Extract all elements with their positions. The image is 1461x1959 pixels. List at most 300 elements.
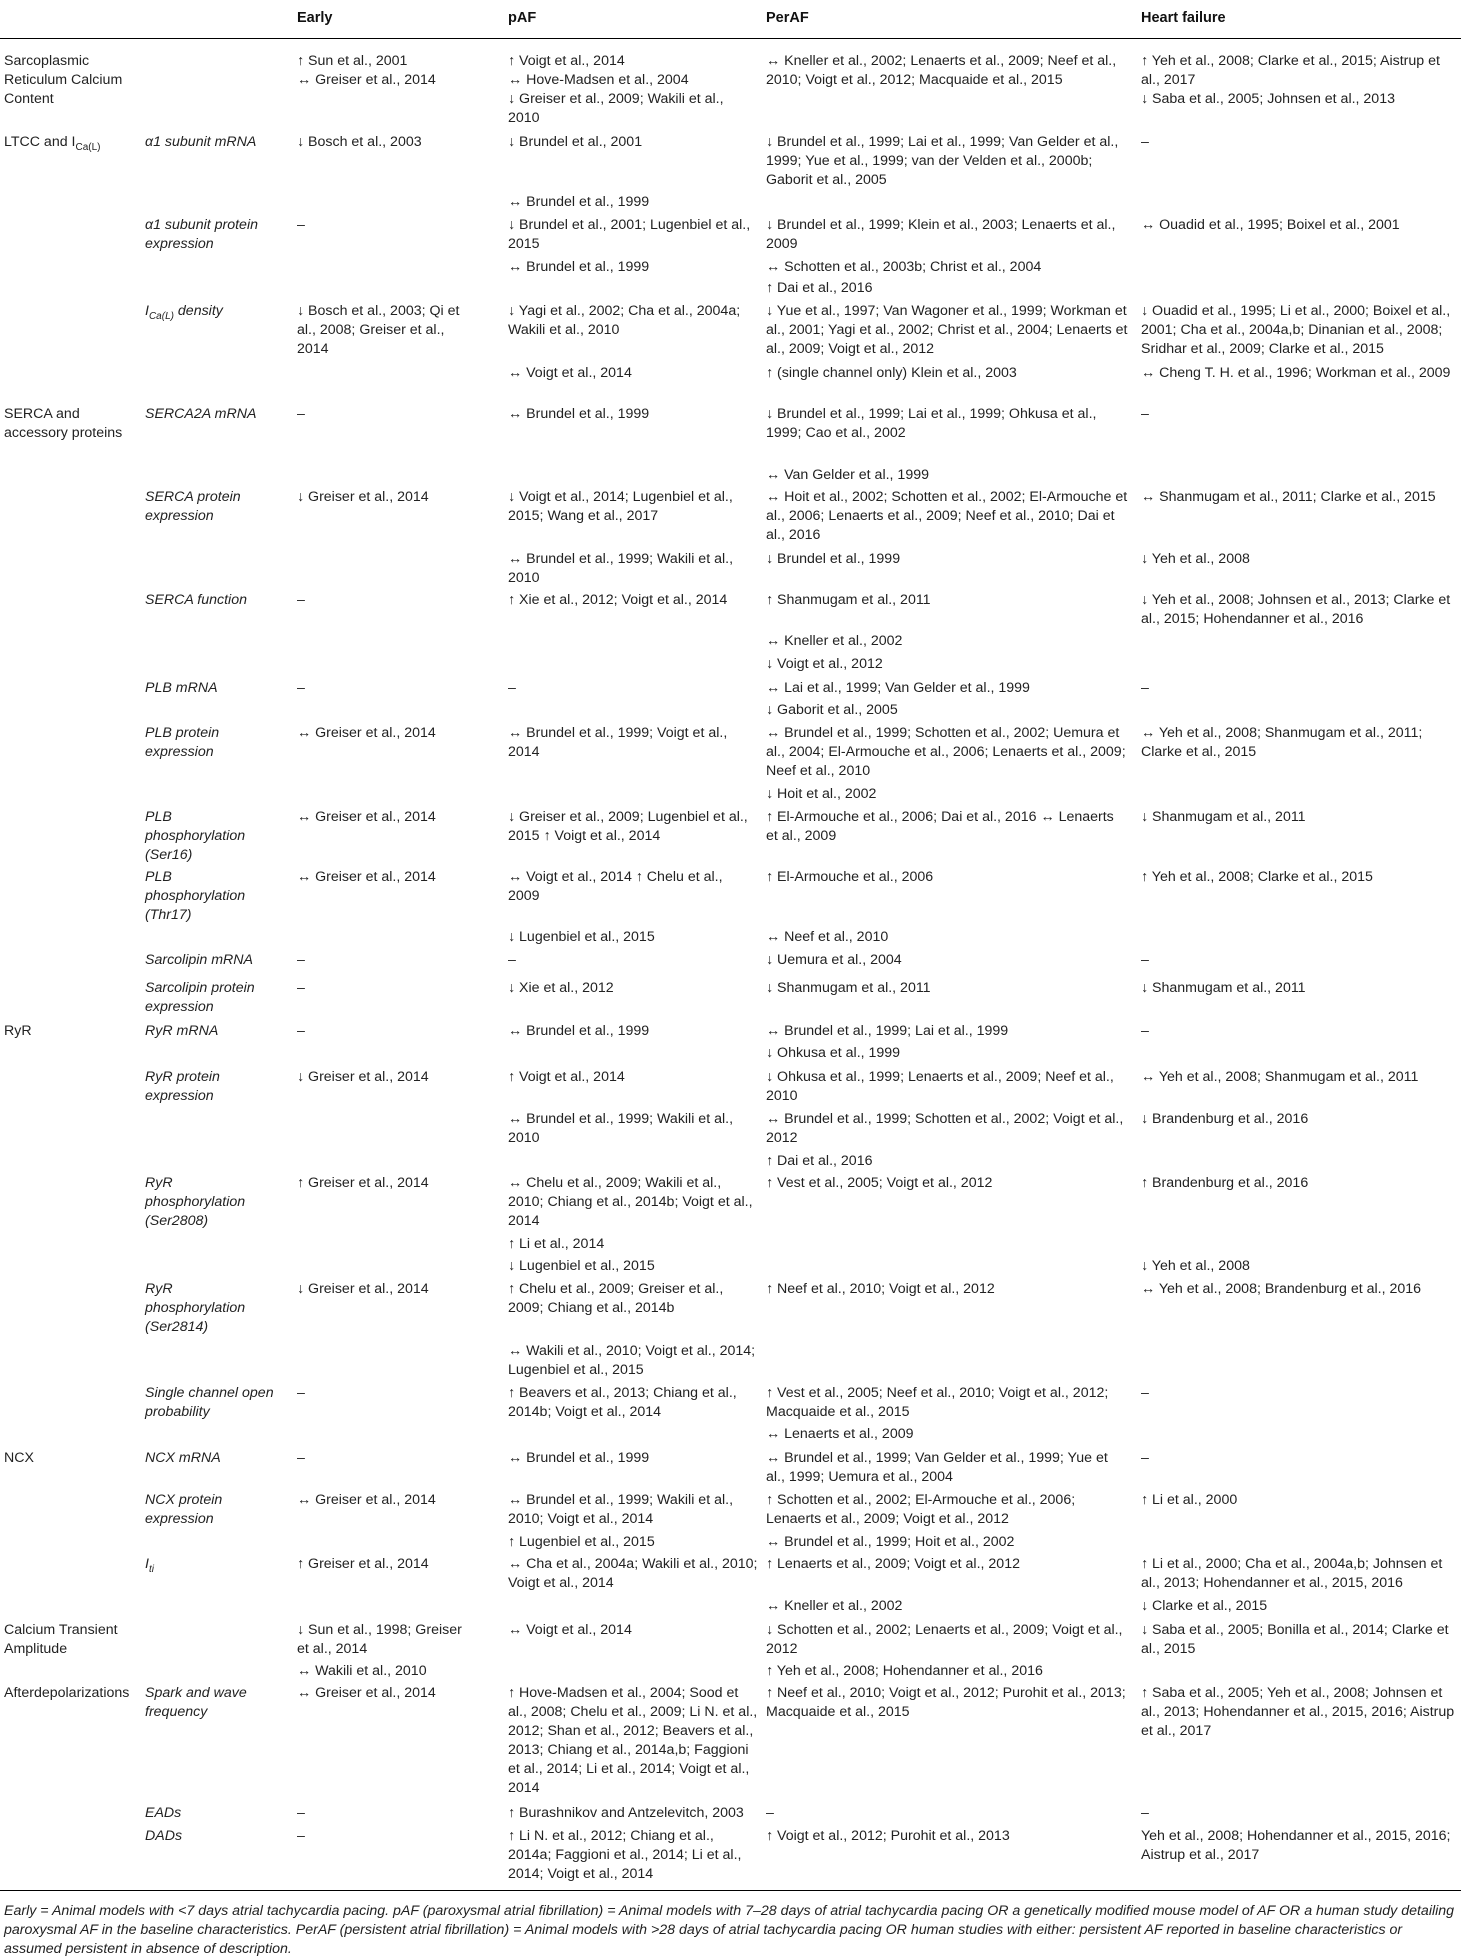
peraf-cell [766, 258, 1128, 277]
cell-text: ↓ Shanmugam et al., 2011 [766, 980, 931, 996]
property-cell [145, 1491, 275, 1529]
cell-text: ↔ Brundel et al., 1999; Van Gelder et al., 1999; Yue et al., 1999; Uemura et al., 2004 [766, 1450, 1108, 1485]
paf-cell [508, 591, 758, 610]
paf-cell [508, 550, 758, 588]
cell-text: ↑ Hove-Madsen et al., 2004; Sood et al., 2008; Chelu et al., 2009; Li N. et al., 2012; Shan et al., 2012; Beavers et al., 2013; Chiang et al., 2014a,b; Faggioni et al., 2014; Li et al., 2014; Voigt et al., 2014 [508, 1685, 758, 1796]
cell-text: NCX protein expression [145, 1492, 223, 1527]
paf-cell [508, 724, 758, 762]
cell-text: RyR [4, 1023, 32, 1039]
cell-text: I [145, 303, 149, 319]
cell-text: ↔ Lenaerts et al., 2009 [766, 1426, 914, 1442]
peraf-cell [766, 808, 1128, 846]
peraf-cell [766, 724, 1128, 781]
paf-cell [508, 1280, 758, 1318]
peraf-cell [766, 1491, 1128, 1529]
cell-text: ↑ Vest et al., 2005; Neef et al., 2010; Voigt et al., 2012; Macquaide et al., 2015 [766, 1385, 1109, 1420]
peraf-cell [766, 1684, 1128, 1722]
heart-failure-cell [1141, 1280, 1457, 1299]
cell-text: ↔ Van Gelder et al., 1999 [766, 467, 929, 483]
bottom-rule [0, 1890, 1461, 1891]
cell-text: – [1141, 406, 1149, 422]
cell-text: ↓ Saba et al., 2005; Bonilla et al., 2014; Clarke et al., 2015 [1141, 1622, 1449, 1657]
cell-text: ↑ Voigt et al., 2014 [508, 1069, 625, 1085]
cell-text: ↓ Schotten et al., 2002; Lenaerts et al., 2009; Voigt et al., 2012 [766, 1622, 1123, 1657]
cell-text: ↓ Shanmugam et al., 2011 [1141, 809, 1306, 825]
cell-text: ↔ Chelu et al., 2009; Wakili et al., 2010; Chiang et al., 2014b; Voigt et al., 2014 [508, 1175, 753, 1229]
cell-text: ↔ Brundel et al., 1999 [508, 194, 650, 210]
cell-text: ↔ Greiser et al., 2014 [297, 869, 436, 885]
cell-text: ↑ Saba et al., 2005; Yeh et al., 2008; Johnsen et al., 2013; Hohendanner et al., 2015, 2016; Aistrup et al., 2017 [1141, 1685, 1455, 1739]
cell-text: ↔ Voigt et al., 2014 [508, 1622, 632, 1638]
category-cell [4, 1022, 142, 1041]
early-cell [297, 1684, 477, 1703]
peraf-cell [766, 785, 1128, 804]
early-cell [297, 1449, 477, 1468]
cell-text: SERCA2A mRNA [145, 406, 257, 422]
cell-text: Spark and wave frequency [145, 1685, 247, 1720]
peraf-cell [766, 52, 1128, 90]
cell-text: Single channel open probability [145, 1385, 274, 1420]
cell-text: ↑ (single channel only) Klein et al., 2003 [766, 365, 1017, 381]
peraf-cell [766, 1555, 1128, 1574]
cell-text: PLB phosphorylation (Thr17) [145, 869, 246, 923]
cell-text: ↔ Voigt et al., 2014 [508, 365, 632, 381]
early-cell [297, 1491, 477, 1510]
cell-text: LTCC and I [4, 134, 76, 150]
peraf-cell [766, 405, 1128, 443]
cell-text: ↓ Brandenburg et al., 2016 [1141, 1111, 1309, 1127]
paf-cell [508, 1235, 758, 1254]
heart-failure-cell [1141, 52, 1457, 90]
cell-text: ↓ Greiser et al., 2014 [297, 1281, 429, 1297]
heart-failure-cell [1141, 1257, 1457, 1276]
cell-text: α1 subunit protein expression [145, 217, 258, 252]
heart-failure-cell [1141, 550, 1457, 569]
paf-cell [508, 951, 758, 970]
header-heart-failure: Heart failure [1141, 10, 1226, 26]
cell-text: ↑ Dai et al., 2016 [766, 280, 873, 296]
peraf-cell [766, 1804, 1128, 1823]
peraf-cell [766, 1662, 1128, 1681]
cell-text: α1 subunit mRNA [145, 134, 257, 150]
category-cell [4, 52, 142, 109]
cell-text: – [1141, 1385, 1149, 1401]
paf-cell [508, 364, 758, 383]
cell-text: ↓ Lugenbiel et al., 2015 [508, 929, 655, 945]
cell-text: ↓ Brundel et al., 2001; Lugenbiel et al., 2015 [508, 217, 751, 252]
cell-text: ↔ Hoit et al., 2002; Schotten et al., 2002; El-Armouche et al., 2006; Lenaerts et al., 2009; Neef et al., 2010; Dai et al., 2016 [766, 489, 1128, 543]
cell-text: ↓ Bosch et al., 2003; Qi et al., 2008; Greiser et al., 2014 [297, 303, 460, 357]
paf-cell [508, 405, 758, 424]
paf-cell [508, 1555, 758, 1593]
early-cell [297, 1662, 477, 1681]
cell-subscript: Ca(L) [148, 310, 174, 322]
cell-text: ↑ Vest et al., 2005; Voigt et al., 2012 [766, 1175, 993, 1191]
cell-text: ↔ Wakili et al., 2010 [297, 1663, 427, 1679]
heart-failure-cell [1141, 1827, 1457, 1865]
cell-text: – [297, 1805, 305, 1821]
peraf-cell [766, 302, 1128, 359]
cell-text: ↓ Brundel et al., 1999; Klein et al., 2003; Lenaerts et al., 2009 [766, 217, 1116, 252]
cell-text: – [1141, 952, 1149, 968]
cell-text: ↔ Kneller et al., 2002 [766, 633, 903, 649]
early-cell [297, 405, 477, 424]
early-cell [297, 724, 477, 743]
cell-text: ↑ Greiser et al., 2014 [297, 1175, 429, 1191]
early-cell [297, 71, 477, 90]
cell-text: ↔ Wakili et al., 2010; Voigt et al., 2014; Lugenbiel et al., 2015 [508, 1343, 756, 1378]
cell-text: ↔ Ouadid et al., 1995; Boixel et al., 2001 [1141, 217, 1400, 233]
paf-cell [508, 928, 758, 947]
cell-text: SERCA and accessory proteins [4, 406, 123, 441]
peraf-cell [766, 488, 1128, 545]
cell-text: – [297, 1450, 305, 1466]
cell-text: ↓ Brundel et al., 2001 [508, 134, 643, 150]
cell-text: SERCA function [145, 592, 247, 608]
cell-text: RyR phosphorylation (Ser2814) [145, 1281, 246, 1335]
peraf-cell [766, 1621, 1128, 1659]
cell-text: – [508, 680, 516, 696]
category-cell [4, 1684, 142, 1703]
cell-text: RyR phosphorylation (Ser2808) [145, 1175, 246, 1229]
early-cell [297, 808, 477, 827]
property-cell [145, 1384, 275, 1422]
cell-text: ↑ Lugenbiel et al., 2015 [508, 1534, 655, 1550]
peraf-cell [766, 868, 1128, 887]
early-cell [297, 52, 477, 71]
paf-cell [508, 868, 758, 906]
top-rule [0, 38, 1461, 39]
heart-failure-cell [1141, 679, 1457, 698]
cell-text: ↓ Gaborit et al., 2005 [766, 702, 898, 718]
heart-failure-cell [1141, 1384, 1457, 1403]
peraf-cell [766, 591, 1128, 610]
property-cell [145, 1022, 275, 1041]
early-cell [297, 679, 477, 698]
cell-text: ↔ Yeh et al., 2008; Shanmugam et al., 2011; Clarke et al., 2015 [1141, 725, 1423, 760]
heart-failure-cell [1141, 1110, 1457, 1129]
header-paf: pAF [508, 10, 537, 26]
early-cell [297, 216, 477, 235]
property-cell [145, 808, 275, 865]
peraf-cell [766, 701, 1128, 720]
paf-cell [508, 52, 758, 71]
heart-failure-cell [1141, 1449, 1457, 1468]
heart-failure-cell [1141, 216, 1457, 235]
cell-text: – [766, 1805, 774, 1821]
cell-text: ↓ Greiser et al., 2009; Wakili et al., 2010 [508, 91, 724, 126]
peraf-cell [766, 1022, 1128, 1041]
paf-cell [508, 1384, 758, 1422]
property-cell [145, 868, 275, 925]
paf-cell [508, 808, 758, 846]
cell-text: – [297, 1828, 305, 1844]
heart-failure-cell [1141, 591, 1457, 629]
heart-failure-cell [1141, 90, 1457, 109]
paf-cell [508, 679, 758, 698]
cell-text: ↓ Brundel et al., 1999; Lai et al., 1999; Ohkusa et al., 1999; Cao et al., 2002 [766, 406, 1097, 441]
peraf-cell [766, 1827, 1128, 1846]
cell-text: ↔ Brundel et al., 1999; Voigt et al., 2014 [508, 725, 728, 760]
paf-cell [508, 1804, 758, 1823]
cell-text: ↓ Yue et al., 1997; Van Wagoner et al., 1999; Workman et al., 2001; Yagi et al., 2002; Christ et al., 2004; Lenaerts et al., 2009; Voigt et al., 2012 [766, 303, 1128, 357]
heart-failure-cell [1141, 1174, 1457, 1193]
cell-text: ↑ Sun et al., 2001 [297, 53, 408, 69]
cell-text: ↔ Greiser et al., 2014 [297, 72, 436, 88]
peraf-cell [766, 1425, 1128, 1444]
heart-failure-cell [1141, 302, 1457, 359]
heart-failure-cell [1141, 1597, 1457, 1616]
category-cell [4, 1449, 142, 1468]
property-cell [145, 302, 275, 321]
cell-text: ↓ Voigt et al., 2012 [766, 656, 883, 672]
cell-text: – [297, 680, 305, 696]
early-cell [297, 1621, 477, 1659]
heart-failure-cell [1141, 808, 1457, 827]
early-cell [297, 1280, 477, 1299]
category-cell [4, 133, 142, 152]
peraf-cell [766, 1044, 1128, 1063]
cell-text: – [297, 1023, 305, 1039]
cell-text: ↔ Brundel et al., 1999; Wakili et al., 2010 [508, 1111, 734, 1146]
early-cell [297, 488, 477, 507]
peraf-cell [766, 133, 1128, 190]
paf-cell [508, 1068, 758, 1087]
cell-text: ↔ Hove-Madsen et al., 2004 [508, 72, 689, 88]
peraf-cell [766, 951, 1128, 970]
paf-cell [508, 979, 758, 998]
cell-text: ↔ Brundel et al., 1999 [508, 259, 650, 275]
early-cell [297, 1068, 477, 1087]
cell-text: NCX [4, 1450, 34, 1466]
cell-text: ↓ Shanmugam et al., 2011 [1141, 980, 1306, 996]
peraf-cell [766, 655, 1128, 674]
property-cell [145, 1068, 275, 1106]
cell-text: ↔ Brundel et al., 1999; Hoit et al., 2002 [766, 1534, 1015, 1550]
cell-text: – [297, 980, 305, 996]
cell-text: SERCA protein expression [145, 489, 241, 524]
cell-text: ↔ Brundel et al., 1999 [508, 406, 650, 422]
paf-cell [508, 216, 758, 254]
property-cell [145, 1804, 275, 1823]
paf-cell [508, 302, 758, 340]
cell-text: ↓ Ohkusa et al., 1999 [766, 1045, 901, 1061]
property-cell [145, 591, 275, 610]
cell-text: ↑ Neef et al., 2010; Voigt et al., 2012; Purohit et al., 2013; Macquaide et al., 2015 [766, 1685, 1126, 1720]
cell-text: ↓ Uemura et al., 2004 [766, 952, 902, 968]
cell-text: ↔ Greiser et al., 2014 [297, 1685, 436, 1701]
property-cell [145, 1449, 275, 1468]
heart-failure-cell [1141, 1621, 1457, 1659]
cell-text: – [297, 1385, 305, 1401]
peraf-cell [766, 1449, 1128, 1487]
property-cell [145, 1827, 275, 1846]
cell-text: DADs [145, 1828, 183, 1844]
cell-text: Calcium Transient Amplitude [4, 1622, 118, 1657]
paf-cell [508, 1533, 758, 1552]
cell-text: – [297, 406, 305, 422]
cell-text: ↑ Li et al., 2014 [508, 1236, 605, 1252]
paf-cell [508, 1342, 758, 1380]
heart-failure-cell [1141, 979, 1457, 998]
heart-failure-cell [1141, 868, 1457, 887]
peraf-cell [766, 364, 1128, 383]
cell-text: ↑ Li N. et al., 2012; Chiang et al., 2014a; Faggioni et al., 2014; Li et al., 2014; Voigt et al., 2014 [508, 1828, 742, 1882]
cell-text: Sarcoplasmic Reticulum Calcium Content [4, 53, 123, 107]
cell-text: – [1141, 1805, 1149, 1821]
heart-failure-cell [1141, 1491, 1457, 1510]
early-cell [297, 979, 477, 998]
cell-text: ↑ Yeh et al., 2008; Clarke et al., 2015; Aistrup et al., 2017 [1141, 53, 1440, 88]
heart-failure-cell [1141, 133, 1457, 152]
cell-text: NCX mRNA [145, 1450, 221, 1466]
cell-subscript: Ca(L) [75, 141, 101, 153]
cell-text: ↓ Greiser et al., 2009; Lugenbiel et al., 2015 ↑ Voigt et al., 2014 [508, 809, 748, 844]
property-cell [145, 679, 275, 698]
cell-text: ↓ Greiser et al., 2014 [297, 489, 429, 505]
cell-text: PLB protein expression [145, 725, 220, 760]
early-cell [297, 133, 477, 152]
paf-cell [508, 488, 758, 526]
cell-text: RyR protein expression [145, 1069, 220, 1104]
paf-cell [508, 258, 758, 277]
property-cell [145, 488, 275, 526]
cell-text: ↓ Greiser et al., 2014 [297, 1069, 429, 1085]
early-cell [297, 868, 477, 887]
cell-text: ↓ Brundel et al., 1999; Lai et al., 1999; Van Gelder et al., 1999; Yue et al., 1999; van der Velden et al., 2000b; Gaborit et al., 2005 [766, 134, 1119, 188]
cell-text: ↑ Voigt et al., 2014 [508, 53, 625, 69]
peraf-cell [766, 1597, 1128, 1616]
cell-text: ↔ Brundel et al., 1999; Lai et al., 1999 [766, 1023, 1009, 1039]
header-early: Early [297, 10, 333, 26]
cell-text: ↑ El-Armouche et al., 2006; Dai et al., 2016 ↔ Lenaerts et al., 2009 [766, 809, 1114, 844]
cell-text: ↑ El-Armouche et al., 2006 [766, 869, 934, 885]
cell-text: ↔ Shanmugam et al., 2011; Clarke et al., 2015 [1141, 489, 1436, 505]
paf-cell [508, 193, 758, 212]
property-cell [145, 979, 275, 1017]
cell-text: ↔ Brundel et al., 1999; Schotten et al., 2002; Voigt et al., 2012 [766, 1111, 1124, 1146]
early-cell [297, 1804, 477, 1823]
early-cell [297, 1174, 477, 1193]
cell-text: – [297, 592, 305, 608]
property-cell [145, 1555, 275, 1574]
cell-text: – [1141, 1450, 1149, 1466]
property-cell [145, 133, 275, 152]
early-cell [297, 1384, 477, 1403]
cell-text: ↓ Yeh et al., 2008; Johnsen et al., 2013; Clarke et al., 2015; Hohendanner et al., 2016 [1141, 592, 1451, 627]
cell-text: ↓ Clarke et al., 2015 [1141, 1598, 1268, 1614]
paf-cell [508, 1110, 758, 1148]
cell-text: – [1141, 134, 1149, 150]
early-cell [297, 951, 477, 970]
heart-failure-cell [1141, 724, 1457, 762]
category-cell [4, 1621, 142, 1659]
cell-text: ↑ Brandenburg et al., 2016 [1141, 1175, 1309, 1191]
property-cell [145, 951, 275, 970]
early-cell [297, 302, 477, 359]
cell-text: ↔ Brundel et al., 1999; Wakili et al., 2010 [508, 551, 734, 586]
cell-text: ↑ Greiser et al., 2014 [297, 1556, 429, 1572]
paf-cell [508, 1684, 758, 1798]
heart-failure-cell [1141, 1684, 1457, 1741]
cell-text: ↑ Xie et al., 2012; Voigt et al., 2014 [508, 592, 728, 608]
cell-text: – [508, 952, 516, 968]
property-cell [145, 405, 275, 424]
cell-text: ↑ Yeh et al., 2008; Hohendanner et al., 2016 [766, 1663, 1043, 1679]
cell-text: ↔ Cheng T. H. et al., 1996; Workman et al., 2009 [1141, 365, 1451, 381]
cell-text: ↔ Greiser et al., 2014 [297, 725, 436, 741]
cell-text: ↔ Brundel et al., 1999; Schotten et al., 2002; Uemura et al., 2004; El-Armouche et al., 2006; Lenaerts et al., 2009; Neef et al., 2010 [766, 725, 1126, 779]
table-footnote: Early = Animal models with <7 days atrial tachycardia pacing. pAF (paroxysmal atrial fibrillation) = Animal models with 7–28 days of atrial tachycardia pacing OR a genetically modified mouse model of AF OR a human study detailing paroxysmal AF in the baseline characteristics. PerAF (persistent atrial fibrillation) = Animal models with >28 days of atrial tachycardia pacing OR human studies with either: persistent AF reported in baseline characteristics or assumed persistent in absence of description. [4, 1903, 1455, 1957]
early-cell [297, 1827, 477, 1846]
heart-failure-cell [1141, 951, 1457, 970]
cell-text: ↔ Brundel et al., 1999 [508, 1450, 650, 1466]
cell-text: ↑ Yeh et al., 2008; Clarke et al., 2015 [1141, 869, 1373, 885]
cell-text: ↓ Yagi et al., 2002; Cha et al., 2004a; Wakili et al., 2010 [508, 303, 741, 338]
peraf-cell [766, 1384, 1128, 1422]
cell-text-suffix: density [173, 303, 223, 319]
peraf-cell [766, 216, 1128, 254]
heart-failure-cell [1141, 488, 1457, 507]
cell-text: ↔ Kneller et al., 2002; Lenaerts et al., 2009; Neef et al., 2010; Voigt et al., 2012; Macquaide et al., 2015 [766, 53, 1117, 88]
cell-text: ↑ Shanmugam et al., 2011 [766, 592, 931, 608]
peraf-cell [766, 1533, 1128, 1552]
cell-text: ↑ Burashnikov and Antzelevitch, 2003 [508, 1805, 744, 1821]
cell-text: ↑ Dai et al., 2016 [766, 1153, 873, 1169]
cell-text: PLB mRNA [145, 680, 218, 696]
peraf-cell [766, 279, 1128, 298]
paf-cell [508, 71, 758, 90]
cell-text: ↔ Brundel et al., 1999 [508, 1023, 650, 1039]
cell-text: ↓ Hoit et al., 2002 [766, 786, 877, 802]
early-cell [297, 1555, 477, 1574]
cell-text: ↑ Beavers et al., 2013; Chiang et al., 2014b; Voigt et al., 2014 [508, 1385, 737, 1420]
cell-text: ↔ Greiser et al., 2014 [297, 809, 436, 825]
property-cell [145, 1684, 275, 1722]
cell-text: ↓ Voigt et al., 2014; Lugenbiel et al., 2015; Wang et al., 2017 [508, 489, 733, 524]
cell-text: ↔ Cha et al., 2004a; Wakili et al., 2010; Voigt et al., 2014 [508, 1556, 758, 1591]
peraf-cell [766, 928, 1128, 947]
cell-text: ↓ Saba et al., 2005; Johnsen et al., 2013 [1141, 91, 1395, 107]
peraf-cell [766, 1174, 1128, 1193]
property-cell [145, 1280, 275, 1337]
cell-text: PLB phosphorylation (Ser16) [145, 809, 246, 863]
peraf-cell [766, 632, 1128, 651]
header-peraf: PerAF [766, 10, 809, 26]
cell-text: RyR mRNA [145, 1023, 219, 1039]
peraf-cell [766, 466, 1128, 485]
paf-cell [508, 1449, 758, 1468]
heart-failure-cell [1141, 364, 1457, 383]
peraf-cell [766, 1152, 1128, 1171]
cell-text: ↑ Chelu et al., 2009; Greiser et al., 2009; Chiang et al., 2014b [508, 1281, 724, 1316]
cell-text: ↔ Yeh et al., 2008; Brandenburg et al., 2016 [1141, 1281, 1422, 1297]
paf-cell [508, 133, 758, 152]
cell-text: ↑ Neef et al., 2010; Voigt et al., 2012 [766, 1281, 995, 1297]
cell-text: ↓ Ouadid et al., 1995; Li et al., 2000; Boixel et al., 2001; Cha et al., 2004a,b; Dinanian et al., 2008; Sridhar et al., 2009; Clarke et al., 2015 [1141, 303, 1451, 357]
peraf-cell [766, 1068, 1128, 1106]
cell-text: ↔ Yeh et al., 2008; Shanmugam et al., 2011 [1141, 1069, 1419, 1085]
paf-cell [508, 1022, 758, 1041]
cell-text: ↑ Voigt et al., 2012; Purohit et al., 2013 [766, 1828, 1010, 1844]
paf-cell [508, 90, 758, 128]
cell-text: – [297, 952, 305, 968]
cell-text: ↓ Yeh et al., 2008 [1141, 1258, 1250, 1274]
cell-text: Yeh et al., 2008; Hohendanner et al., 2015, 2016; Aistrup et al., 2017 [1141, 1828, 1451, 1863]
cell-text: – [297, 217, 305, 233]
peraf-cell [766, 979, 1128, 998]
cell-text: Sarcolipin mRNA [145, 952, 254, 968]
